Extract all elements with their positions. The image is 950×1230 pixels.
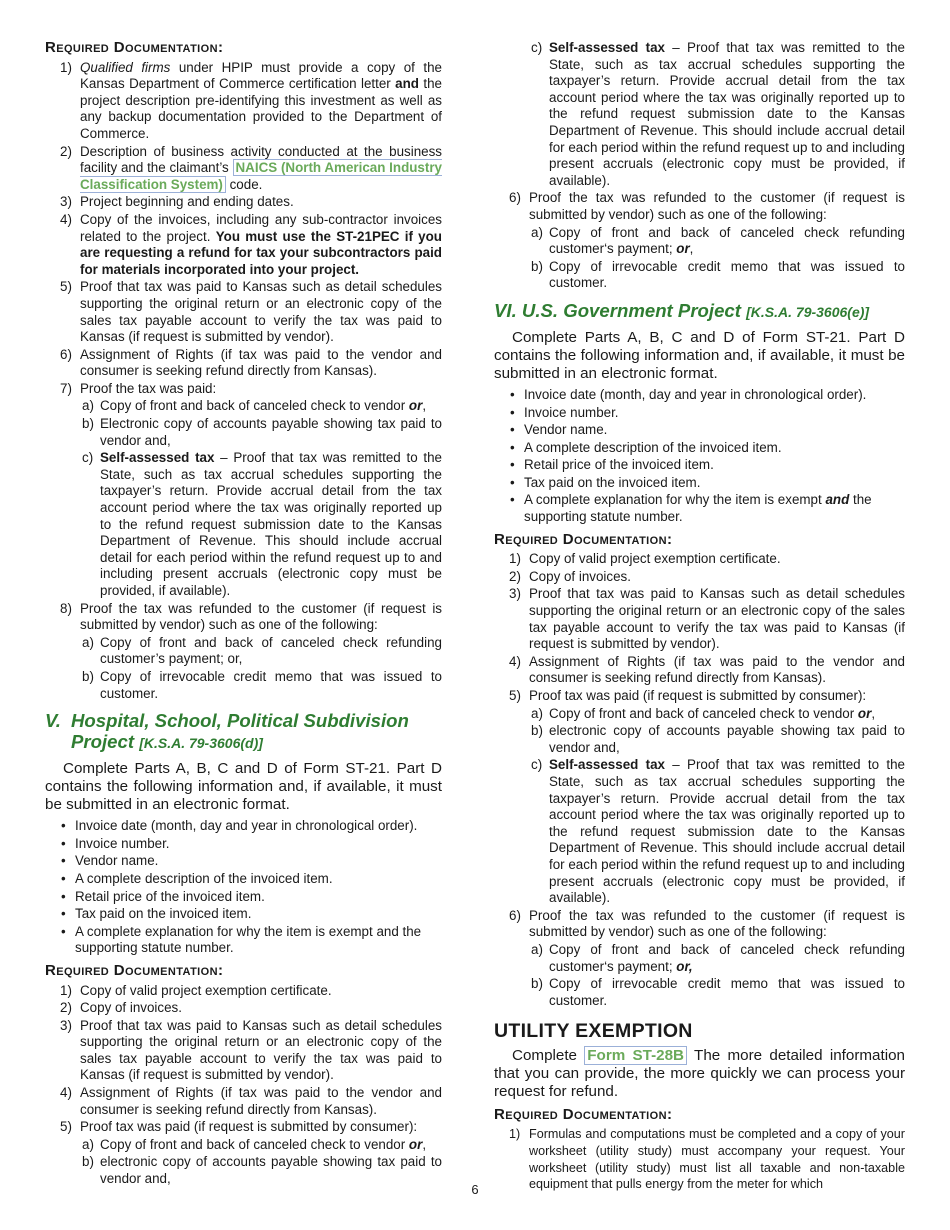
item-text: and bbox=[395, 76, 419, 92]
item-text: or bbox=[408, 1136, 423, 1152]
section-vi-heading bbox=[494, 300, 905, 323]
left-column bbox=[45, 40, 442, 1189]
list-item bbox=[45, 347, 442, 380]
sub-list-item bbox=[45, 1137, 442, 1154]
sub-list-item bbox=[494, 757, 905, 906]
bullet-text: Tax paid on the invoiced item. bbox=[75, 906, 252, 922]
sub-list-item bbox=[45, 450, 442, 599]
list-item bbox=[494, 688, 905, 705]
item-text: Copy of irrevocable credit memo that was issued to customer. bbox=[549, 976, 905, 1008]
item-text: Copy of front and back of canceled check refunding customer‘s payment; bbox=[549, 941, 905, 974]
item-number: 5) bbox=[509, 688, 521, 703]
sub-list-item bbox=[494, 942, 905, 975]
utility-intro bbox=[494, 1047, 905, 1101]
item-text: Proof the tax was refunded to the customer (if request is submitted by vendor) such as one of the following: bbox=[529, 907, 905, 940]
list-item bbox=[494, 586, 905, 652]
item-text: Proof the tax was refunded to the customer (if request is submitted by vendor) such as one of the following: bbox=[529, 190, 905, 222]
section-title: Hospital, School, Political Subdivision bbox=[71, 710, 409, 732]
item-text: Self-assessed tax bbox=[549, 757, 665, 773]
item-letter: a) bbox=[82, 1136, 94, 1152]
item-text: , bbox=[689, 241, 694, 257]
item-letter: a) bbox=[82, 398, 94, 414]
item-text: – Proof that tax was remitted to the State, such as tax accrual schedules supporting the taxpayer’s return. Provide accrual detail from the tax account period where the tax was originally reported up to the refund request submission date to the Kansas Department of Revenue. This should include accrual detail for each period within the refund request up to and including present accruals (electronic copy must be provided, if available). bbox=[549, 40, 905, 188]
item-letter: c) bbox=[531, 40, 543, 55]
item-number: 3) bbox=[60, 1017, 72, 1033]
item-text: Proof that tax was paid to Kansas such as detail schedules supporting the original return or an electronic copy of the sales tax payable account to verify the tax was paid to Kansas (if request is submitted by vendor). bbox=[80, 279, 442, 345]
bullet-text: Retail price of the invoiced item. bbox=[524, 457, 714, 473]
item-number: 6) bbox=[509, 907, 521, 923]
item-text: Copy of front and back of canceled check to vendor bbox=[549, 705, 858, 721]
item-letter: a) bbox=[531, 941, 543, 957]
page-number: 6 bbox=[471, 1182, 479, 1197]
bullet-item bbox=[494, 422, 905, 439]
list-item bbox=[494, 908, 905, 941]
item-number: 7) bbox=[60, 380, 72, 396]
sub-list-item bbox=[45, 416, 442, 449]
item-text: Copy of valid project exemption certificate. bbox=[80, 982, 332, 998]
item-text: code. bbox=[225, 176, 263, 192]
bullet-text: A complete explanation for why the item is exempt bbox=[524, 492, 826, 508]
item-letter: c) bbox=[531, 757, 543, 773]
item-number: 1) bbox=[60, 982, 72, 998]
bullet-list bbox=[45, 818, 442, 957]
naics-link[interactable]: NAICS (North American Industry Classification System) bbox=[80, 160, 442, 192]
list-item bbox=[494, 551, 905, 568]
item-text: Description of business activity conducted at the business facility and the claimant’s bbox=[80, 143, 442, 176]
bullet-icon: • bbox=[61, 923, 66, 939]
required-documentation-heading: Required Documentation: bbox=[45, 961, 224, 979]
required-documentation-heading: Required Documentation: bbox=[494, 530, 673, 548]
sub-list-item bbox=[494, 225, 905, 258]
bullet-item bbox=[494, 492, 905, 525]
sub-list-item bbox=[494, 259, 905, 292]
section-intro: Complete Parts A, B, C and D of Form ST-21. Part D contains the following information and, if available, it must be submitted in an electronic format. bbox=[45, 760, 442, 814]
item-number: 3) bbox=[60, 194, 72, 210]
bullet-text: Invoice number. bbox=[75, 835, 170, 851]
section-v-heading bbox=[45, 710, 442, 754]
section-intro: Complete Parts A, B, C and D of Form ST-21. Part D contains the following information and, if available, it must be submitted in an electronic format. bbox=[494, 328, 905, 382]
bullet-text: Invoice date (month, day and year in chronological order). bbox=[524, 386, 867, 402]
item-letter: b) bbox=[82, 416, 94, 432]
item-text: – Proof that tax was remitted to the State, such as tax accrual schedules supporting the taxpayer’s return. Provide accrual detail from the tax account period where the tax was originally reported up to the refund request submission date to the Kansas Department of Revenue. This should include accrual detail for each period within the refund request up to and including present accruals (electronic copy must be provided, if available). bbox=[549, 757, 905, 906]
item-letter: b) bbox=[82, 668, 94, 684]
bullet-item bbox=[494, 457, 905, 474]
bullet-item bbox=[45, 906, 442, 923]
item-number: 1) bbox=[509, 1127, 521, 1142]
item-text: under HPIP must provide a copy of the Kansas Department of Commerce certification letter bbox=[80, 59, 442, 92]
section-number: V. bbox=[45, 710, 61, 732]
item-text: Proof that tax was paid to Kansas such as detail schedules supporting the original return or an electronic copy of the sales tax payable account to verify the tax was paid to Kansas (if request is submitted by vendor). bbox=[80, 1017, 442, 1083]
item-text: or bbox=[676, 241, 690, 257]
item-letter: a) bbox=[82, 634, 94, 650]
item-text: Electronic copy of accounts payable showing tax paid to vendor and, bbox=[100, 416, 442, 448]
bullet-text: Invoice date (month, day and year in chronological order). bbox=[75, 818, 418, 834]
item-text: electronic copy of accounts payable showing tax paid to vendor and, bbox=[100, 1154, 442, 1187]
item-number: 4) bbox=[509, 653, 521, 669]
item-text: Copy of front and back of canceled check to vendor bbox=[100, 398, 409, 414]
bullet-icon: • bbox=[61, 870, 66, 886]
bullet-icon: • bbox=[510, 404, 515, 420]
bullet-item bbox=[45, 836, 442, 853]
item-text: Copy of valid project exemption certificate. bbox=[529, 551, 781, 567]
item-text: Copy of front and back of canceled check refunding customer‘s payment; bbox=[549, 224, 905, 257]
item-text: electronic copy of accounts payable showing tax paid to vendor and, bbox=[549, 723, 905, 755]
right-column bbox=[494, 40, 905, 1194]
bullet-icon: • bbox=[510, 457, 515, 473]
item-text: or bbox=[857, 705, 872, 721]
item-text: Copy of irrevocable credit memo that was issued to customer. bbox=[549, 258, 905, 291]
sub-list-item bbox=[45, 669, 442, 702]
item-number: 6) bbox=[509, 190, 521, 206]
item-text: Qualified firms bbox=[80, 59, 171, 75]
item-letter: a) bbox=[531, 224, 543, 240]
item-text: – Proof that tax was remitted to the State, such as tax accrual schedules supporting the taxpayer’s return. Provide accrual detail from the tax account period where the tax was originally reported up to the refund request submission date to the Kansas Department of Revenue. This should include accrual detail for each period within the refund request up to and including present accruals (electronic copy must be provided, if available). bbox=[100, 450, 442, 598]
item-number: 6) bbox=[60, 346, 72, 362]
bullet-text: A complete description of the invoiced item. bbox=[524, 439, 782, 455]
item-text: Assignment of Rights (if tax was paid to the vendor and consumer is seeking refund directly from Kansas). bbox=[80, 1085, 442, 1117]
item-number: 1) bbox=[60, 59, 72, 75]
item-text: , bbox=[871, 705, 876, 721]
item-text: Copy of front and back of canceled check to vendor bbox=[100, 1136, 409, 1152]
list-item bbox=[45, 1085, 442, 1118]
item-text: Self-assessed tax bbox=[100, 450, 215, 466]
bullet-icon: • bbox=[61, 906, 66, 922]
item-text: Copy of front and back of canceled check refunding customer’s payment; or, bbox=[100, 634, 442, 667]
list-item bbox=[494, 569, 905, 586]
item-text: Copy of the invoices, including any sub-contractor invoices related to the project. bbox=[80, 211, 442, 244]
item-letter: b) bbox=[82, 1154, 94, 1170]
bullet-icon: • bbox=[61, 835, 66, 851]
bullet-text: Vendor name. bbox=[524, 422, 608, 438]
bullet-text: and bbox=[825, 492, 850, 508]
bullet-icon: • bbox=[510, 386, 515, 402]
bullet-text: the supporting statute number. bbox=[524, 492, 872, 525]
sub-list-item bbox=[45, 398, 442, 415]
item-text: Self-assessed tax bbox=[549, 40, 665, 55]
item-letter: a) bbox=[531, 705, 543, 721]
bullet-item bbox=[494, 387, 905, 404]
statute-reference: [K.S.A. 79-3606(d)] bbox=[139, 735, 263, 752]
bullet-item bbox=[45, 924, 442, 957]
item-text: You must use the ST-21PEC if you are requesting a refund for tax your subcontractors paid for materials incorporated into your project. bbox=[80, 228, 442, 277]
list-item bbox=[45, 381, 442, 398]
list-item bbox=[45, 1000, 442, 1017]
item-letter: b) bbox=[531, 976, 543, 992]
item-text: Proof tax was paid (if request is submitted by consumer): bbox=[80, 1119, 418, 1135]
bullet-item bbox=[494, 405, 905, 422]
form-st-28b-link[interactable]: Form ST-28B bbox=[584, 1046, 687, 1065]
list-item bbox=[45, 279, 442, 345]
item-letter: c) bbox=[82, 450, 94, 466]
item-text: Proof tax was paid (if request is submitted by consumer): bbox=[529, 688, 867, 703]
item-letter: b) bbox=[531, 723, 543, 739]
item-number: 3) bbox=[509, 586, 521, 602]
list-item bbox=[45, 1018, 442, 1084]
list-item bbox=[45, 601, 442, 634]
sub-list-item bbox=[494, 706, 905, 723]
intro-text: The more detailed information that you can provide, the more quickly we can process your request for refund. bbox=[494, 1046, 905, 1100]
item-text: or bbox=[408, 398, 423, 414]
list-item bbox=[45, 144, 442, 194]
required-documentation-heading: Required Documentation: bbox=[45, 39, 224, 56]
bullet-text: Tax paid on the invoiced item. bbox=[524, 474, 701, 490]
item-text: Assignment of Rights (if tax was paid to the vendor and consumer is seeking refund directly from Kansas). bbox=[80, 346, 442, 379]
list-item bbox=[45, 60, 442, 143]
item-text: Proof the tax was paid: bbox=[80, 380, 217, 396]
item-text: , bbox=[422, 398, 427, 414]
item-text: , bbox=[422, 1136, 427, 1152]
item-number: 1) bbox=[509, 551, 521, 567]
item-number: 2) bbox=[60, 1000, 72, 1016]
section-title: Project bbox=[71, 731, 140, 753]
item-text: or, bbox=[676, 958, 693, 974]
statute-reference: [K.S.A. 79-3606(e)] bbox=[746, 303, 870, 320]
sub-list-item bbox=[494, 40, 905, 189]
item-text: Copy of invoices. bbox=[529, 568, 631, 584]
item-number: 5) bbox=[60, 279, 72, 295]
sub-list-item bbox=[494, 976, 905, 1009]
bullet-item bbox=[494, 440, 905, 457]
utility-exemption-heading: UTILITY EXEMPTION bbox=[494, 1020, 693, 1043]
item-number: 4) bbox=[60, 211, 72, 227]
bullet-icon: • bbox=[510, 422, 515, 438]
bullet-icon: • bbox=[510, 439, 515, 455]
bullet-text: A complete description of the invoiced item. bbox=[75, 870, 333, 886]
item-text: the project description pre-identifying this investment as well as any backup documentation provided to the Department of Commerce. bbox=[80, 76, 442, 141]
item-number: 2) bbox=[509, 568, 521, 584]
bullet-list bbox=[494, 387, 905, 526]
list-item bbox=[494, 654, 905, 687]
intro-text: Complete bbox=[512, 1046, 585, 1064]
bullet-icon: • bbox=[61, 818, 66, 834]
item-number: 2) bbox=[60, 143, 72, 159]
bullet-item bbox=[45, 853, 442, 870]
item-text: Copy of invoices. bbox=[80, 1000, 182, 1016]
bullet-item bbox=[45, 871, 442, 888]
list-item bbox=[45, 983, 442, 1000]
bullet-icon: • bbox=[510, 474, 515, 490]
item-text: Project beginning and ending dates. bbox=[80, 194, 294, 210]
item-text: Proof that tax was paid to Kansas such as detail schedules supporting the original return or an electronic copy of the sales tax payable account to verify the tax was paid to Kansas (if request is submitted by vendor). bbox=[529, 586, 905, 652]
bullet-item bbox=[45, 818, 442, 835]
bullet-icon: • bbox=[61, 853, 66, 869]
list-item bbox=[45, 212, 442, 278]
sub-list-item bbox=[494, 723, 905, 756]
bullet-text: Vendor name. bbox=[75, 853, 159, 869]
section-title: VI. U.S. Government Project bbox=[494, 299, 747, 321]
bullet-text: Invoice number. bbox=[524, 404, 619, 420]
item-text: Formulas and computations must be completed and a copy of your worksheet (utility study) must accompany your request. Your worksheet (utility study) must list all taxable and non-taxable equipment that pulls energy from the meter for which bbox=[529, 1127, 905, 1192]
bullet-item bbox=[45, 889, 442, 906]
list-item bbox=[45, 194, 442, 211]
bullet-text: Retail price of the invoiced item. bbox=[75, 888, 265, 904]
required-documentation-heading: Required Documentation: bbox=[494, 1105, 673, 1123]
bullet-item bbox=[494, 475, 905, 492]
item-number: 8) bbox=[60, 600, 72, 616]
list-item bbox=[494, 190, 905, 223]
item-text: Assignment of Rights (if tax was paid to the vendor and consumer is seeking refund directly from Kansas). bbox=[529, 653, 905, 686]
sub-list-item bbox=[45, 635, 442, 668]
item-number: 4) bbox=[60, 1085, 72, 1101]
bullet-icon: • bbox=[510, 492, 515, 508]
bullet-text: A complete explanation for why the item is exempt and the supporting statute number. bbox=[75, 923, 422, 956]
bullet-icon: • bbox=[61, 888, 66, 904]
item-letter: b) bbox=[531, 258, 543, 274]
list-item bbox=[45, 1119, 442, 1136]
item-text: Copy of irrevocable credit memo that was issued to customer. bbox=[100, 668, 442, 701]
item-number: 5) bbox=[60, 1119, 72, 1135]
item-text: Proof the tax was refunded to the customer (if request is submitted by vendor) such as one of the following: bbox=[80, 600, 442, 633]
